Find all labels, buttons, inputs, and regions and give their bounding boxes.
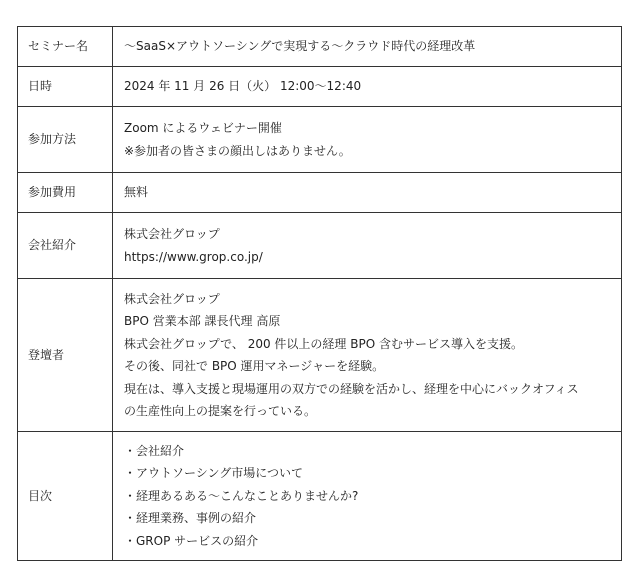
label-company: 会社紹介 [18,213,113,279]
value-speaker [113,279,622,432]
row-company [18,213,622,279]
row-speaker [18,279,622,432]
value-fee [113,173,622,213]
label-datetime: 日時 [18,67,113,107]
company-url-link[interactable]: https://www.grop.co.jp/ [124,249,263,264]
label-speaker: 登壇者 [18,279,113,432]
value-company [113,213,622,279]
row-datetime [18,67,622,107]
method-note: ※参加者の皆さまの顔出しはありません。 [124,143,351,158]
label-fee: 参加費用 [18,173,113,213]
row-agenda [18,432,622,561]
method-line: Zoom によるウェビナー開催 [124,121,282,135]
label-participation-method: 参加方法 [18,107,113,173]
speaker-line: その後、同社で BPO 運用マネージャーを経験。 [124,359,385,373]
label-agenda: 目次 [18,432,113,561]
speaker-line: 株式会社グロップで、 200 件以上の経理 BPO 含むサービス導入を支援。 [124,336,523,351]
seminar-title: ～SaaS×アウトソーシングで実現する～クラウド時代の経理改革 [124,39,476,54]
fee-text: 無料 [124,185,149,200]
row-participation-method [18,107,622,173]
speaker-line: BPO 営業本部 課長代理 高原 [124,314,281,328]
speaker-line: 現在は、導入支援と現場運用の双方での経験を活かし、経理を中心にバックオフィス [124,381,579,396]
speaker-line: の生産性向上の提案を行っている。 [124,404,317,418]
seminar-info-table [17,26,622,561]
speaker-line: 株式会社グロップ [124,291,220,306]
datetime-text: 2024 年 11 月 26 日（火） 12:00～12:40 [124,79,362,94]
value-datetime [113,67,622,107]
row-fee [18,173,622,213]
company-name: 株式会社グロップ [124,227,220,241]
agenda-item: ・GROP サービスの紹介 [124,533,259,548]
agenda-item: ・経理あるある～こんなことありませんか? [124,488,359,503]
agenda-item: ・経理業務、事例の紹介 [124,511,257,526]
value-agenda [113,432,622,561]
value-seminar-name [113,27,622,67]
agenda-item: ・会社紹介 [124,443,185,458]
row-seminar-name [18,27,622,67]
label-seminar-name: セミナー名 [18,27,113,67]
value-participation-method [113,107,622,173]
agenda-item: ・アウトソーシング市場について [124,466,303,481]
